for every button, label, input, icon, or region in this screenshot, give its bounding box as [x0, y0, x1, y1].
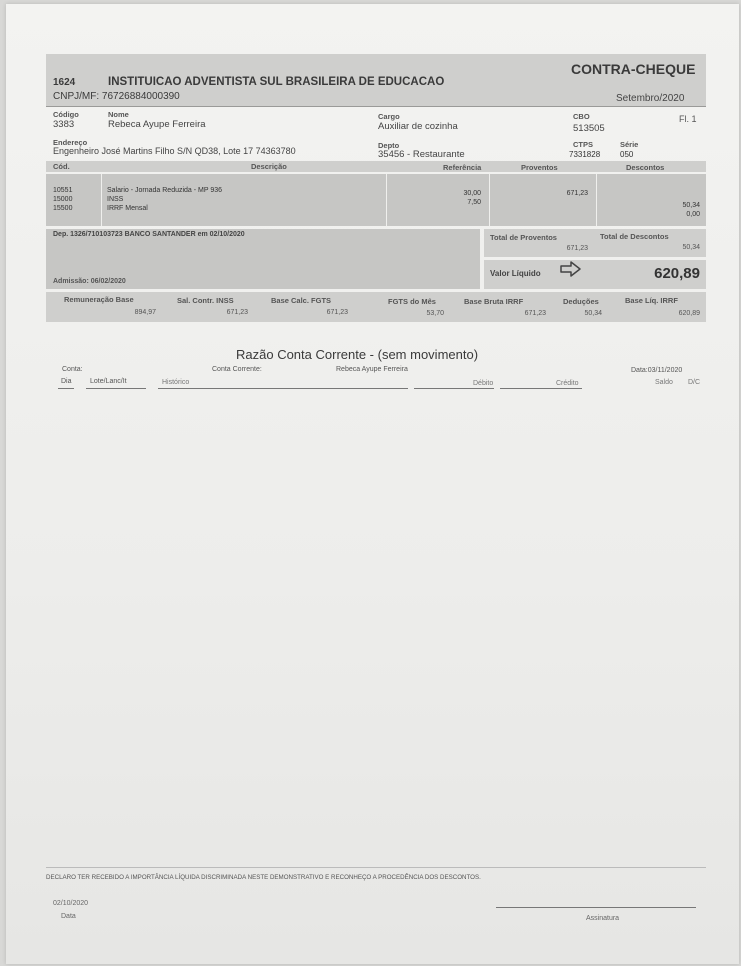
- ctps-label: CTPS: [573, 140, 594, 149]
- base-value-irrf-bruta: 671,23: [524, 310, 546, 317]
- razao-conta-corrente-label: Conta Corrente:: [212, 366, 262, 373]
- base-label-irrf-liquida: Base Líq. IRRF: [625, 296, 678, 305]
- razao-col-lote: Lote/Lanc/It: [90, 378, 127, 385]
- codigo-label: Código: [53, 110, 79, 119]
- cargo-label: Cargo: [378, 112, 400, 121]
- footer-date-label: Data: [61, 913, 76, 920]
- footer-divider: [46, 867, 706, 868]
- header-divider: [46, 106, 706, 107]
- total-proventos-value: 671,23: [566, 245, 588, 252]
- cbo-label: CBO: [573, 112, 590, 121]
- items-header-band: [46, 161, 706, 172]
- col-descontos: Descontos: [626, 163, 665, 172]
- total-descontos-label: Total de Descontos: [600, 232, 669, 241]
- serie-value: 050: [620, 150, 634, 159]
- base-label-fgts: Base Calc. FGTS: [271, 296, 332, 305]
- valor-liquido-label: Valor Líquido: [490, 269, 541, 278]
- base-label-remuneracao: Remuneração Base: [64, 295, 134, 304]
- footer-declaration: DECLARO TER RECEBIDO A IMPORTÂNCIA LÍQUIDA DISCRIMINADA NESTE DEMONSTRATIVO E RECONHEÇO A PROCEDÊNCIA DOS DESCONTOS.: [46, 874, 481, 881]
- cbo-value: 513505: [573, 123, 605, 134]
- col-referencia: Referência: [443, 163, 482, 172]
- payslip-page: CONTRA-CHEQUE 1624 INSTITUICAO ADVENTISTA SUL BRASILEIRA DE EDUCACAO CNPJ/MF: 76726884000390 Setembro/2020 Código Nome Cargo CBO 3383 Rebeca Ayupe Ferreira Auxiliar de cozinha 513505 Fl. 1 Endereço Depto CTPS Série Engenheiro José Martins Filho S/N QD38, Lote 17 74363780 35456 - Restaurante 7331828 050 Cód. Descrição Referência Proventos Descontos 10551 Salario - Jornada Reduzida - MP 936 30,00 671,23 15000 INSS 7,50 50,34 15500 IRRF Mensal 0,00 Dep. 1326/710103723 BANCO SANTANDER em 02/10/2020 Admissão: 06/02/2020 Total de Proventos Total de Descontos 671,23 50,34 Valor Líquido 620,89 Remuneração Base Sal. Contr. INSS Base Calc. FGTS FGTS do Mês Base Bruta IRRF Deduções Base Líq. IRRF 894,97 671,23 671,23 53,70 671,23 50,34 620,89 Razão Conta Corrente - (sem movimento) Conta: Conta Corrente: Rebeca Ayupe Ferreira Data:03/11/2020 Dia Lote/Lanc/It Histórico Débito Crédito Saldo D/C DECLARO TER RECEBIDO A IMPORTÂNCIA LÍQUIDA DISCRIMINADA NESTE DEMONSTRATIVO E RECONHEÇO A PROCEDÊNCIA DOS DESCONTOS. 02/10/2020 Data Assinatura: [6, 4, 739, 964]
- total-descontos-value: 50,34: [682, 244, 700, 251]
- nome-label: Nome: [108, 110, 129, 119]
- valor-liquido-value: 620,89: [654, 265, 700, 282]
- razao-col-debito: Débito: [473, 380, 494, 387]
- razao-col-saldo: Saldo: [655, 379, 673, 386]
- depto-label: Depto: [378, 141, 400, 150]
- items-body-band: [46, 174, 706, 226]
- period: Setembro/2020: [616, 93, 685, 104]
- base-value-fgts-mes: 53,70: [426, 310, 444, 317]
- nome-value: Rebeca Ayupe Ferreira: [108, 119, 206, 130]
- signature-label: Assinatura: [586, 915, 620, 922]
- razao-conta-label: Conta:: [62, 366, 83, 373]
- base-label-irrf-bruta: Base Bruta IRRF: [464, 297, 524, 306]
- base-value-inss: 671,23: [226, 309, 248, 316]
- cargo-value: Auxiliar de cozinha: [378, 121, 458, 132]
- codigo-value: 3383: [53, 119, 75, 130]
- signature-line: [496, 907, 696, 908]
- col-cod: Cód.: [53, 162, 70, 171]
- base-value-deducoes: 50,34: [584, 310, 602, 317]
- razao-col-historico: Histórico: [162, 379, 190, 386]
- admissao-date: Admissão: 06/02/2020: [53, 278, 126, 285]
- col-proventos: Proventos: [521, 163, 558, 172]
- base-label-inss: Sal. Contr. INSS: [177, 296, 234, 305]
- total-proventos-label: Total de Proventos: [490, 233, 557, 242]
- deposit-info: Dep. 1326/710103723 BANCO SANTANDER em 02/10/2020: [53, 231, 245, 238]
- razao-col-dc: D/C: [688, 379, 701, 386]
- base-label-deducoes: Deduções: [563, 297, 599, 306]
- base-value-irrf-liquida: 620,89: [678, 310, 700, 317]
- endereco-value: Engenheiro José Martins Filho S/N QD38, Lote 17 74363780: [53, 146, 296, 156]
- endereco-label: Endereço: [53, 138, 88, 147]
- base-value-fgts: 671,23: [326, 309, 348, 316]
- serie-label: Série: [620, 140, 639, 149]
- company-code: 1624: [53, 77, 76, 88]
- folha-number: Fl. 1: [679, 114, 697, 124]
- razao-col-credito: Crédito: [556, 380, 579, 387]
- base-label-fgts-mes: FGTS do Mês: [388, 297, 436, 306]
- razao-nome: Rebeca Ayupe Ferreira: [336, 366, 408, 373]
- arrow-right-icon: [559, 260, 583, 283]
- col-descricao: Descrição: [251, 162, 287, 171]
- cnpj: CNPJ/MF: 76726884000390: [53, 91, 180, 102]
- depto-value: 35456 - Restaurante: [378, 149, 465, 160]
- razao-col-dia: Dia: [61, 378, 72, 385]
- razao-title: Razão Conta Corrente - (sem movimento): [236, 347, 479, 362]
- company-name: INSTITUICAO ADVENTISTA SUL BRASILEIRA DE EDUCACAO: [108, 76, 445, 88]
- ctps-value: 7331828: [569, 150, 601, 159]
- footer-date: 02/10/2020: [53, 900, 89, 907]
- doc-title: CONTRA-CHEQUE: [571, 61, 696, 77]
- razao-data: Data:03/11/2020: [631, 367, 683, 374]
- base-value-remuneracao: 894,97: [134, 309, 156, 316]
- bases-band: [46, 292, 706, 322]
